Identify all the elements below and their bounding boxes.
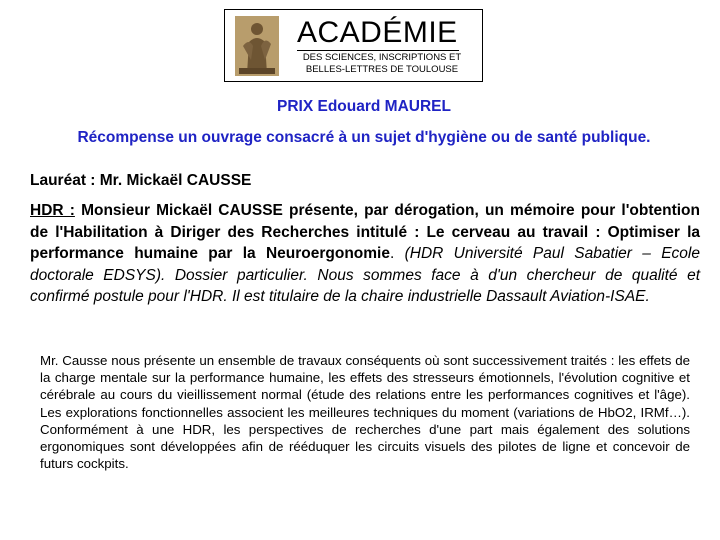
prize-title: PRIX Edouard MAUREL [277, 98, 451, 115]
statue-emblem-icon [235, 16, 279, 76]
laureate-line: Lauréat : Mr. Mickaël CAUSSE [30, 172, 252, 189]
summary-paragraph: Mr. Causse nous présente un ensemble de travaux conséquents où sont successivement traités : les effets de la charge mentale sur la performance humaine, les effets des stresseurs émotionnels, l'évolution cognitive et cérébrale au cours du vieillissement normal (étude des relations entre les performances cognitives et l'âge). Les explorations fonctionnelles associent les meilleures techniques du moment (variations de HbO2, IRMf…). Conformément à une HDR, les perspectives de recherches d'une part mais également des solutions ergonomiques sont développées afin de rééduquer les circuits visuels des pilotes de ligne et concevoir de futurs cockpits. [40, 353, 690, 472]
hdr-paragraph [30, 200, 700, 308]
logo-subtitle-line2: BELLES-LETTRES DE TOULOUSE [305, 64, 459, 75]
logo-subtitle [291, 52, 473, 76]
hdr-title-text: Monsieur Mickaël CAUSSE présente, par dérogation, un mémoire pour l'obtention de l'Habilitation à Diriger des Recherches intitulé : Le cerveau au travail : Optimiser la performance humaine par la Neuroergonomie [30, 202, 700, 262]
logo-title: ACADÉMIE [297, 16, 458, 49]
logo-subtitle-line1: DES SCIENCES, INSCRIPTIONS ET [302, 52, 462, 63]
hdr-separator: . [389, 245, 395, 262]
hdr-details: (HDR Université Paul Sabatier – Ecole doctorale EDSYS). Dossier particulier. Nous sommes face à d'un chercheur de qualité et confirmé postule pour l'HDR. Il est titulaire de la chaire industrielle Dassault Aviation-ISAE. [30, 245, 700, 305]
hdr-label: HDR : [30, 202, 75, 219]
logo-divider [297, 50, 459, 51]
academie-logo [224, 9, 483, 82]
prize-description: Récompense un ouvrage consacré à un sujet d'hygiène ou de santé publique. [77, 129, 651, 146]
